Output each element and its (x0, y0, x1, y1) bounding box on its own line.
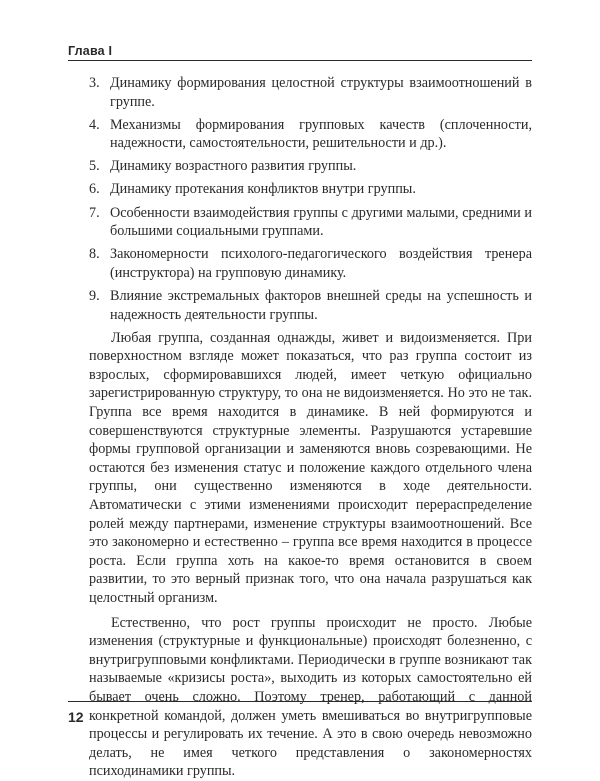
chapter-label: Глава I (68, 44, 113, 58)
page-header (68, 38, 532, 61)
list-item-number: 4. (89, 116, 100, 133)
list-item-number: 6. (89, 181, 100, 198)
list-item-number: 7. (89, 204, 100, 221)
list-item-number: 9. (89, 287, 100, 304)
list-item-number: 5. (89, 158, 100, 175)
list-item-text: Динамику возрастного развития группы. (110, 158, 357, 175)
page-body (89, 74, 532, 781)
list-item (89, 74, 532, 111)
list-item-text: Закономерности психолого-педагогического воздействия тренера (инструктора) на групповую динамику. (110, 246, 532, 281)
body-paragraph: Любая группа, созданная однажды, живет и видоизменяется. При поверхностном взгляде может показаться, что раз группа состоит из взрослых, сформировавшихся людей, имеет четкую официально зарегистрированную структуру, то она не видоизменяется. Но это не так. Группа все время находится в динамике. В ней формируются и совершенствуются структурные элементы. Разрушаются устаревшие формы групповой организации и заменяются вновь созревающими. Не остаются без изменения статус и положение каждого отдельного члена группы, они существенно изменяются в ходе деятельности. Автоматически с этими изменениями происходит перераспределение ролей между партнерами, изменение структуры взаимоотношений. Все это закономерно и естественно – группа все время находится в процессе роста. Если группа хоть на какое-то время остановится в своем развитии, то это верный признак того, что она начала разрушаться как целостный организм. (89, 329, 532, 606)
list-item-text: Динамику формирования целостной структуры взаимоотношений в группе. (110, 75, 532, 110)
numbered-list (89, 74, 532, 324)
list-item-number: 8. (89, 246, 100, 263)
list-item (89, 204, 532, 241)
list-item (89, 245, 532, 282)
page-number: 12 (68, 709, 84, 725)
page-footer (68, 701, 532, 725)
list-item (89, 287, 532, 324)
list-item (89, 116, 532, 153)
list-item-number: 3. (89, 75, 100, 91)
list-item (89, 157, 532, 176)
body-paragraph: Естественно, что рост группы происходит не просто. Любые изменения (структурные и функциональные) происходят болезненно, с внутригрупповыми конфликтами. Периодически в группе возникают так называемые «кризисы роста», выходить из которых самостоятельно ей бывает очень сложно. Поэтому тренер, работающий с данной конкретной командой, должен уметь вмешиваться во внутригрупповые процессы и регулировать их течение. А это в свою очередь невозможно делать, не имея четкого представления о закономерностях психодинамики группы. (89, 614, 532, 780)
list-item (89, 180, 532, 199)
list-item-text: Механизмы формирования групповых качеств (сплоченности, надежности, самостоятельности, решительности и др.). (110, 116, 532, 152)
list-item-text: Особенности взаимодействия группы с другими малыми, средними и большими социальными группами. (110, 204, 532, 240)
list-item-text: Динамику протекания конфликтов внутри группы. (110, 181, 416, 198)
list-item-text: Влияние экстремальных факторов внешней среды на успешность и надежность деятельности группы. (110, 287, 532, 323)
